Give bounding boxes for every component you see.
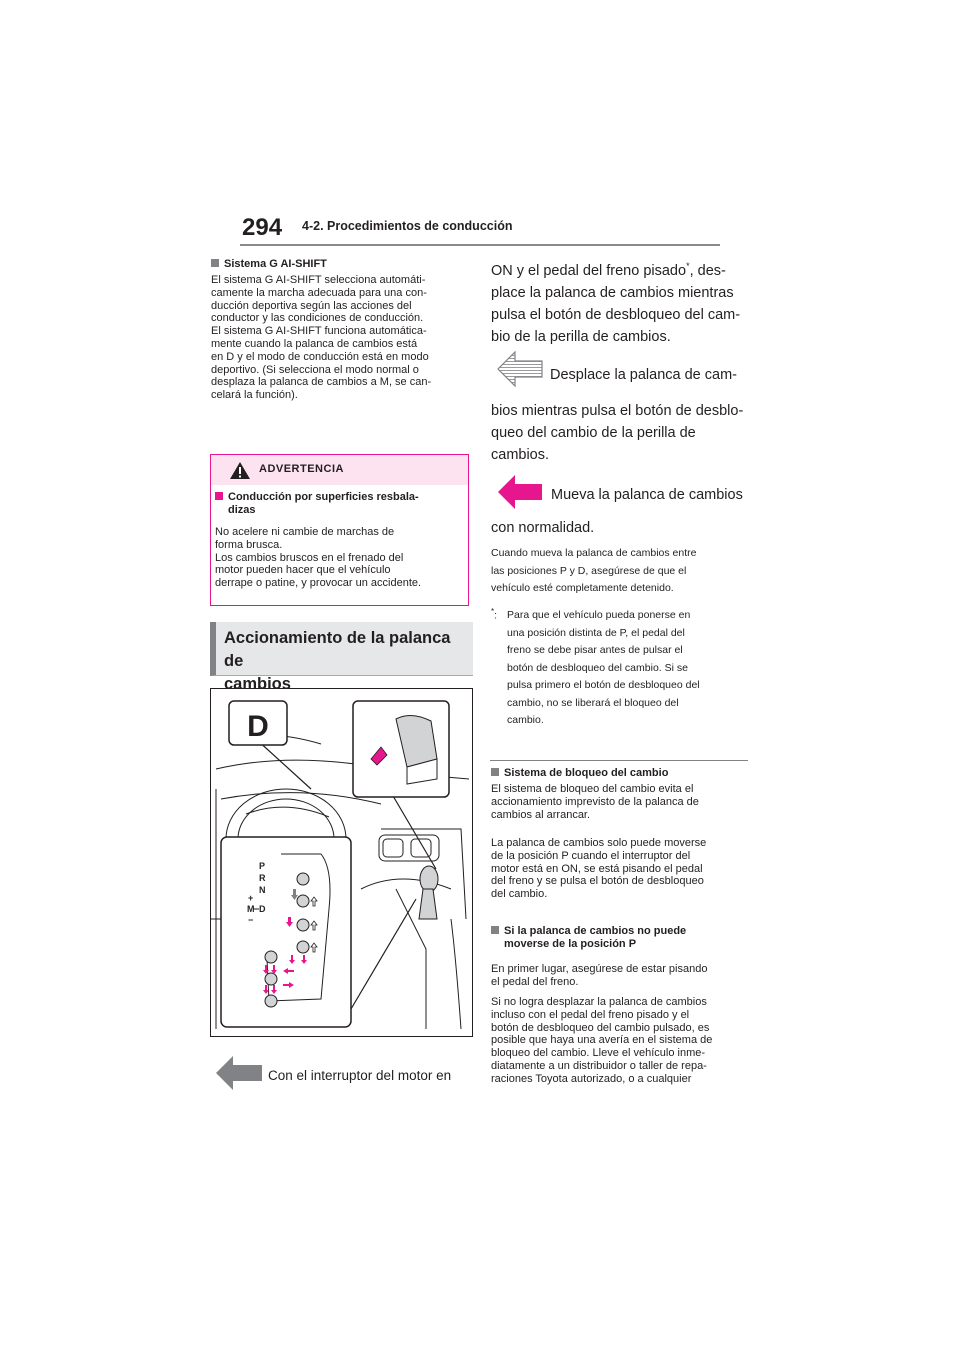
after-pink-text: con normalidad. <box>491 520 595 536</box>
gate-label-d: D <box>259 904 266 914</box>
mode-label-plus: + <box>248 893 254 903</box>
lock-paragraph-2: La palanca de cambios solo puede moverse de la posición P cuando el interruptor del motor está en ON, se está pisando el pedal del freno y se pulsa el botón de desbloqueo del cambio. <box>491 837 707 901</box>
gai-heading: Sistema G AI-SHIFT <box>211 258 327 271</box>
pink-arrow-icon <box>497 474 543 510</box>
pink-square-bullet-icon <box>215 492 223 500</box>
warning-triangle-icon <box>229 461 251 480</box>
warning-title: ADVERTENCIA <box>259 463 344 475</box>
warning-header <box>211 455 468 485</box>
section-heading: Accionamiento de la palanca de cambios <box>210 622 473 676</box>
intro-paragraph: ON y el pedal del freno pisado*, des- place la palanca de cambios mientras pulsa el botón de desbloqueo del cam- bio de la perilla de cambios. <box>491 261 741 345</box>
footnote-text: Para que el vehículo pueda ponerse en una posición distinta de P, el pedal del freno se debe pisar antes de pulsar el botón de desbloqueo del cambio. Si se pulsa primero el botón de desbloqueo del cambio, no se liberará el bloqueo del cambio. <box>507 609 700 726</box>
mid-paragraph: bios mientras pulsa el botón de desblo- queo del cambio de la perilla de cambios. <box>491 403 744 463</box>
column-divider <box>490 760 748 761</box>
footnote-marker: *: <box>491 607 498 622</box>
shift-lever-figure <box>210 688 473 1037</box>
gray-square-bullet-icon <box>491 926 499 934</box>
lock-paragraph-1: El sistema de bloqueo del cambio evita el accionamiento imprevisto de la palanca de cambios al arrancar. <box>491 783 699 821</box>
gate-label-r: R <box>259 873 266 883</box>
gray-arrow-text: Con el interruptor del motor en <box>268 1068 452 1083</box>
p-paragraph-1: En primer lugar, asegúrese de estar pisando el pedal del freno. <box>491 963 708 988</box>
section-title: 4-2. Procedimientos de conducción <box>302 219 513 233</box>
shift-lever-illustration <box>211 689 472 1036</box>
p-heading: Si la palanca de cambios no puede moverse de la posición P <box>491 925 686 951</box>
gai-paragraph: El sistema G AI-SHIFT selecciona automáti- camente la marcha adecuada para una con- ducción deportiva según las acciones del conductor y las condiciones de conducción. El sistema G AI-SHIFT funciona automática- mente cuando la palanca de cambios está en D y el modo de conducción está en modo deportivo. (Si selecciona el modo normal o desplaza la palanca de cambios a M, se can- celará la función). <box>211 274 432 402</box>
outline-arrow-icon <box>497 351 543 387</box>
outline-arrow-text: Desplace la palanca de cam- <box>550 367 737 383</box>
mode-label-m: M <box>247 904 255 914</box>
page-number: 294 <box>242 214 283 241</box>
note-paragraph: Cuando mueva la palanca de cambios entre las posiciones P y D, asegúrese de que el vehículo esté completamente detenido. <box>491 547 697 594</box>
warning-text: No acelere ni cambie de marchas de forma brusca. Los cambios bruscos en el frenado del motor pueden hacer que el vehículo derrape o patine, y provocar un accidente. <box>215 526 422 590</box>
mode-label-minus: − <box>248 915 254 925</box>
warning-box <box>210 454 469 606</box>
gate-label-p: P <box>259 861 266 871</box>
lock-heading: Sistema de bloqueo del cambio <box>491 767 668 780</box>
gate-label-n: N <box>259 885 266 895</box>
gray-square-bullet-icon <box>491 768 499 776</box>
gray-arrow-icon <box>216 1056 262 1090</box>
callout-letter-d: D <box>247 710 269 743</box>
warning-subheading: Conducción por superficies resbala- dizas <box>215 491 419 517</box>
pink-arrow-text: Mueva la palanca de cambios <box>551 487 743 503</box>
gray-square-bullet-icon <box>211 259 219 267</box>
p-paragraph-2: Si no logra desplazar la palanca de cambios incluso con el pedal del freno pisado y el botón de desbloqueo del cambio pulsado, es posible que haya una avería en el sistema de bloqueo del cambio. Lleve el vehículo inme- diatamente a un distribuidor o taller de repa- raciones Toyota autorizado, o a cualquier <box>491 996 713 1085</box>
header-rule <box>240 244 720 246</box>
